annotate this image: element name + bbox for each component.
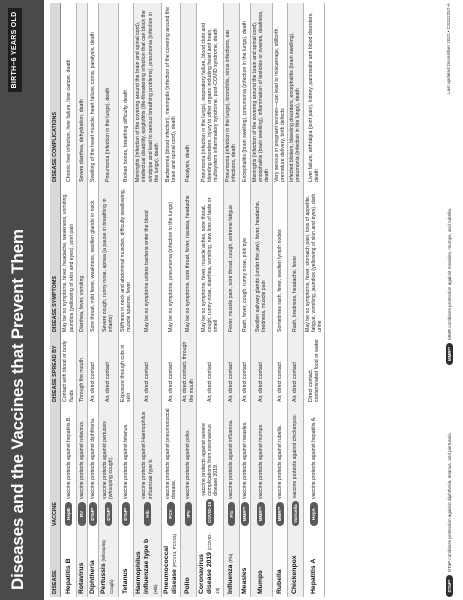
table-row: [161, 3, 180, 597]
spread-cell: Air, direct contact: [272, 335, 287, 405]
vaccine-badge: MMR**: [241, 502, 249, 526]
symptoms-cell: Swollen salivary glands (under the jaw), fever, headache, tiredness, muscle pain: [250, 185, 272, 335]
spread-cell: Air, direct contact: [224, 335, 239, 405]
disease-cell: [303, 529, 325, 597]
footer: [441, 3, 459, 597]
disease-name: Coronavirus disease 2019: [197, 552, 213, 594]
table-row: [118, 3, 133, 597]
table-row: [134, 3, 162, 597]
complications-cell: Severe diarrhea, dehydration, death: [76, 3, 87, 185]
symptoms-cell: May be no symptoms, pneumonia (infection in the lungs): [161, 185, 180, 335]
disease-cell: [239, 529, 250, 597]
mmr-badge: MMR**: [446, 343, 453, 365]
spread-cell: Air, direct contact: [239, 335, 250, 405]
spread-cell: Air, direct contact: [99, 335, 118, 405]
column-header: DISEASE SYMPTOMS: [50, 185, 61, 335]
vaccine-badge: MMR**: [276, 502, 284, 526]
spread-cell: Air, direct contact: [250, 335, 272, 405]
age-badge: BIRTH–6 YEARS OLD: [8, 8, 22, 92]
disease-cell: [161, 529, 180, 597]
vaccine-badge: Varicella: [292, 501, 300, 526]
vaccine-badge: HepB: [65, 502, 73, 526]
disease-name: Influenza: [227, 564, 235, 594]
vaccine-text: vaccine protects against measles.: [241, 421, 248, 499]
table-row: [76, 3, 87, 597]
table-row: [88, 3, 99, 597]
symptoms-cell: May be no symptoms, fever, headache, weakness, vomiting, jaundice (yellowing of skin and eyes), joint pain: [61, 185, 76, 335]
table-row: [239, 3, 250, 597]
disease-name: Measles: [240, 567, 248, 594]
disease-subname: (Flu): [228, 553, 234, 563]
column-header: DISEASE COMPLICATIONS: [50, 3, 61, 185]
disease-name: Rubella: [275, 569, 283, 594]
column-header: DISEASE SPREAD BY: [50, 335, 61, 405]
vaccine-text: vaccine protects against Haemophilus influenzae type b.: [141, 411, 154, 499]
dtap-note: DTaP combines protection against diphtheria, tetanus, and pertussis.: [447, 432, 452, 572]
last-updated-text: Last updated December 2022 • CS322257-A: [446, 3, 451, 94]
table-header-row: [50, 3, 61, 597]
complications-cell: Liver failure, arthralgia (joint pain), kidney, pancreatic and blood disorders, death: [303, 3, 325, 185]
vaccine-badge: COVID-19: [206, 499, 214, 526]
dtap-badge: DTaP*: [446, 575, 453, 597]
vaccine-text: vaccine protects against chickenpox.: [292, 413, 299, 499]
complications-cell: Encephalitis (brain swelling), pneumonia (infection in the lungs), death: [239, 3, 250, 185]
disease-subname: (COVID-19): [206, 533, 221, 594]
table-row: [272, 3, 287, 597]
symptoms-cell: Rash, fever, cough, runny nose, pink eye: [239, 185, 250, 335]
spread-cell: Exposure through cuts in skin: [118, 335, 133, 405]
symptoms-cell: Stiffness in neck and abdominal muscles, difficulty swallowing, muscle spasms, fever: [118, 185, 133, 335]
vaccine-cell: [288, 405, 303, 529]
disease-name: Chickenpox: [291, 555, 299, 594]
vaccine-text: vaccine protects against influenza.: [228, 419, 235, 499]
disease-name: Diphtheria: [89, 560, 97, 594]
disease-cell: [61, 529, 76, 597]
disease-name: Mumps: [257, 570, 265, 594]
complications-cell: Meningitis (infection of the covering around the brain and spinal cord), encephalitis (brain swelling), inflammation of testicles or ovaries, deafness, death: [250, 3, 272, 185]
disease-cell: [272, 529, 287, 597]
page-title: Diseases and the Vaccines that Prevent Them: [8, 229, 27, 590]
table-row: [288, 3, 303, 597]
vaccine-text: vaccine protects against rubella.: [276, 424, 283, 499]
disease-cell: [76, 529, 87, 597]
spread-cell: Air, direct contact: [88, 335, 99, 405]
vaccine-badge: DTaP*: [122, 502, 130, 526]
vaccine-cell: [250, 405, 272, 529]
vaccine-cell: [239, 405, 250, 529]
disease-subname: (PCV13, PCV15): [172, 533, 178, 568]
vaccine-cell: [272, 405, 287, 529]
vaccine-badge: PCV: [167, 502, 175, 526]
vaccine-text: vaccine protects against tetanus.: [122, 423, 129, 499]
complications-cell: Pneumonia (infection in the lungs), death: [99, 3, 118, 185]
disease-cell: [88, 529, 99, 597]
disease-table: [50, 3, 325, 597]
disease-name: Polio: [184, 577, 192, 594]
vaccine-cell: [118, 405, 133, 529]
complications-cell: Chronic liver infection, liver failure, liver cancer, death: [61, 3, 76, 185]
vaccine-badge: DTaP*: [89, 502, 97, 526]
vaccine-text: vaccine protects against pneumococcal disease.: [164, 408, 178, 499]
complications-cell: Paralysis, death: [181, 3, 196, 185]
vaccine-badge: MMR**: [257, 502, 265, 526]
vaccine-badge: DTaP*: [105, 502, 113, 526]
disease-cell: [196, 529, 223, 597]
complications-cell: Swelling of the heart muscle, heart failure, coma, paralysis, death: [88, 3, 99, 185]
vaccine-cell: [88, 405, 99, 529]
disease-subname: (Whooping Cough): [101, 540, 115, 594]
symptoms-cell: May be no symptoms, sore throat, fever, nausea, headache: [181, 185, 196, 335]
disease-name: Pneumococcal disease: [162, 546, 179, 594]
vaccine-cell: [61, 405, 76, 529]
vaccine-badge: Hib: [144, 502, 152, 526]
title-bar: [0, 0, 44, 600]
complications-cell: Infected blisters, bleeding disorders, encephalitis (brain swelling), pneumonia (infection in the lungs), death: [288, 3, 303, 185]
table-row: [61, 3, 76, 597]
vaccine-text: vaccine protects against hepatitis B.: [65, 416, 72, 499]
vaccine-badge: Flu: [228, 502, 236, 526]
symptoms-cell: May be no symptoms, fever, stomach pain, loss of appetite, fatigue, vomiting, jaundice (yellowing of skin and eyes), dark urine: [303, 185, 325, 335]
vaccine-text: vaccine protects against rotavirus.: [78, 420, 85, 499]
table-row: [181, 3, 196, 597]
vaccine-cell: [181, 405, 196, 529]
column-header: VACCINE: [50, 405, 61, 529]
spread-cell: Through the mouth: [76, 335, 87, 405]
column-header: DISEASE: [50, 529, 61, 597]
disease-cell: [99, 529, 118, 597]
complications-cell: Pneumonia (infection in the lungs), bronchitis, sinus infections, ear infections, death: [224, 3, 239, 185]
disease-cell: [181, 529, 196, 597]
disease-name: Pertussis: [100, 563, 108, 594]
spread-cell: Air, direct contact, through the mouth: [181, 335, 196, 405]
vaccine-cell: [196, 405, 223, 529]
disease-cell: [288, 529, 303, 597]
disease-name: Hepatitis A: [309, 558, 317, 594]
vaccine-cell: [161, 405, 180, 529]
last-updated: [446, 3, 451, 94]
vaccine-cell: [99, 405, 118, 529]
complications-cell: Broken bones, breathing difficulty, death: [118, 3, 133, 185]
symptoms-cell: Severe cough, runny nose, apnea (a pause in breathing in infants): [99, 185, 118, 335]
disease-name: Hepatitis B: [64, 558, 72, 594]
disease-cell: [224, 529, 239, 597]
vaccine-text: vaccine protects against pertussis (whooping cough).: [102, 421, 115, 499]
vaccine-badge: RV: [78, 502, 86, 526]
table-row: [250, 3, 272, 597]
complications-cell: Meningitis (infection of the covering around the brain and spinal cord), intellectual disability, epiglottitis (life-threatening infection that can block the windpipe and lead to serious breathing problems), pneumonia (infection in the lungs), death: [134, 3, 162, 185]
disease-name: Rotavirus: [77, 562, 85, 594]
disease-cell: [250, 529, 272, 597]
complications-cell: Very serious in pregnant women—can lead to miscarriage, stillbirth, premature delivery, birth defects: [272, 3, 287, 185]
symptoms-cell: Diarrhea, fever, vomiting: [76, 185, 87, 335]
symptoms-cell: Fever, muscle pain, sore throat, cough, extreme fatigue: [224, 185, 239, 335]
dtap-footnote: [446, 432, 453, 597]
vaccine-text: vaccine protects against polio.: [185, 429, 192, 499]
mmr-footnote: [446, 208, 453, 365]
table-row: [303, 3, 325, 597]
vaccine-cell: [134, 405, 162, 529]
vaccine-text: vaccine protects against mumps.: [258, 423, 265, 499]
spread-cell: Air, direct contact: [161, 335, 180, 405]
vaccine-cell: [224, 405, 239, 529]
symptoms-cell: Rash, tiredness, headache, fever: [288, 185, 303, 335]
spread-cell: Contact with blood or body fluids: [61, 335, 76, 405]
disease-name: Tetanus: [121, 568, 129, 594]
symptoms-cell: Sometimes rash, fever, swollen lymph nodes: [272, 185, 287, 335]
disease-name: Haemophilus influenzae type b: [135, 538, 151, 594]
mmr-note: MMR combines protection against measles, mumps, and rubella.: [447, 207, 452, 340]
vaccine-text: vaccine protects against severe complications from coronavirus disease 2019.: [200, 423, 220, 496]
vaccine-text: vaccine protects against hepatitis A.: [310, 416, 317, 499]
table-row: [224, 3, 239, 597]
spread-cell: Air, direct contact: [134, 335, 162, 405]
spread-cell: Air, direct contact: [196, 335, 223, 405]
disease-cell: [134, 529, 162, 597]
complications-cell: Bacteremia (blood infection), meningitis (infection of the covering around the brain and spinal cord), death: [161, 3, 180, 185]
vaccine-cell: [303, 405, 325, 529]
disease-subname: (Hib): [152, 584, 158, 594]
complications-cell: Pneumonia (infection in the lungs), respiratory failure, blood clots and bleeding disorders, injury to other organs including heart and brain, multisystem inflammatory syndrome, post-COVID syndrome, death: [196, 3, 223, 185]
vaccine-text: vaccine protects against diphtheria.: [90, 417, 97, 499]
symptoms-cell: Sore throat, mild fever, weakness, swollen glands in neck: [88, 185, 99, 335]
table-row: [99, 3, 118, 597]
symptoms-cell: May be no symptoms, fever, muscle aches, sore throat, cough, runny nose, diarrhea, vomiting, new loss of taste or smell: [196, 185, 223, 335]
disease-cell: [118, 529, 133, 597]
spread-cell: Air, direct contact: [288, 335, 303, 405]
vaccine-badge: HepA: [310, 502, 318, 526]
vaccine-cell: [76, 405, 87, 529]
vaccine-badge: IPV: [185, 502, 193, 526]
table-row: [196, 3, 223, 597]
symptoms-cell: May be no symptoms unless bacteria enter the blood: [134, 185, 162, 335]
spread-cell: Direct contact, contaminated food or water: [303, 335, 325, 405]
